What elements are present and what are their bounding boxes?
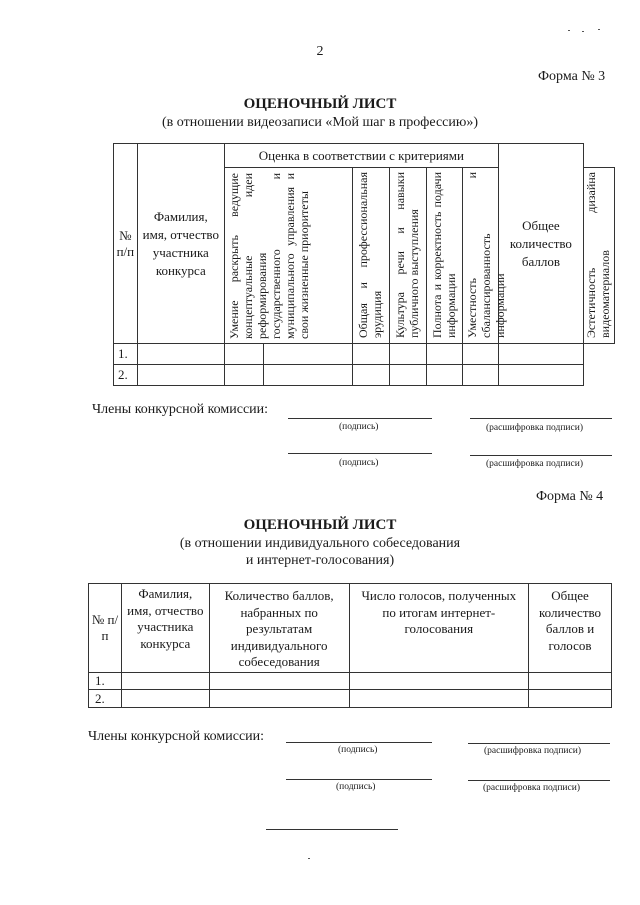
table-row bbox=[114, 344, 615, 365]
form3-subtitle: (в отношении видеозаписи «Мой шаг в профессию») bbox=[162, 115, 478, 130]
col-name-header: Фамилия, имя, отчество участника конкурса bbox=[137, 144, 224, 344]
scan-speck bbox=[582, 31, 584, 32]
form3-commission-label: Члены конкурсной комиссии: bbox=[92, 402, 269, 417]
bottom-rule bbox=[266, 829, 398, 830]
criterion-1: Умение раскрыть ведущие концептуальные идеи реформирования государственного и муниципального управления и свои жизненные приоритеты bbox=[224, 168, 352, 344]
row-number: 1. bbox=[89, 673, 122, 690]
decode-caption: (расшифровка подписи) bbox=[483, 783, 580, 793]
criterion-6: Эстетичность дизайна видеоматериалов bbox=[584, 168, 615, 344]
signature-line bbox=[288, 418, 432, 419]
page-number: 2 bbox=[316, 44, 324, 59]
form3-table bbox=[113, 143, 615, 386]
decode-caption: (расшифровка подписи) bbox=[486, 459, 583, 469]
decode-line bbox=[468, 743, 610, 744]
col-num-header: № п/п bbox=[89, 584, 122, 673]
criterion-2: Общая и профессиональная эрудиция bbox=[353, 168, 390, 344]
row-number: 1. bbox=[114, 344, 138, 365]
table-row bbox=[89, 690, 612, 708]
signature-line bbox=[288, 453, 432, 454]
form4-label: Форма № 4 bbox=[536, 489, 604, 504]
col-votes-header: Число голосов, полученных по итогам интернет-голосования bbox=[349, 584, 528, 673]
col-name-header: Фамилия, имя, отчество участника конкурса bbox=[121, 584, 209, 673]
criteria-header: Оценка в соответствии с критериями bbox=[224, 144, 498, 168]
decode-caption: (расшифровка подписи) bbox=[484, 746, 581, 756]
col-total-header: Общее количество баллов bbox=[498, 144, 583, 344]
criterion-3: Культура речи и навыки публичного выступления bbox=[390, 168, 427, 344]
form4-table bbox=[88, 583, 612, 708]
table-row bbox=[89, 673, 612, 690]
scan-speck bbox=[308, 858, 310, 859]
criterion-4: Полнота и корректность подачи информации bbox=[427, 168, 463, 344]
form4-subtitle-line2: и интернет-голосования) bbox=[245, 553, 395, 568]
decode-line bbox=[468, 780, 610, 781]
col-total-header: Общее количество баллов и голосов bbox=[529, 584, 612, 673]
form4-title: ОЦЕНОЧНЫЙ ЛИСТ bbox=[243, 517, 397, 533]
form4-commission-label: Члены конкурсной комиссии: bbox=[88, 729, 265, 744]
decode-line bbox=[470, 418, 612, 419]
form3-title: ОЦЕНОЧНЫЙ ЛИСТ bbox=[243, 96, 397, 112]
form3-label: Форма № 3 bbox=[538, 69, 606, 84]
form4-subtitle-line1: (в отношении индивидуального собеседования bbox=[179, 536, 461, 551]
signature-line bbox=[286, 779, 432, 780]
signature-caption: (подпись) bbox=[339, 422, 379, 432]
table-row bbox=[114, 365, 615, 386]
signature-line bbox=[286, 742, 432, 743]
scan-speck bbox=[568, 30, 570, 31]
signature-caption: (подпись) bbox=[339, 458, 379, 468]
scan-speck bbox=[598, 29, 600, 30]
criterion-5: Уместность и сбалансированность информации bbox=[463, 168, 499, 344]
decode-caption: (расшифровка подписи) bbox=[486, 423, 583, 433]
row-number: 2. bbox=[114, 365, 138, 386]
col-num-header: № п/п bbox=[114, 144, 138, 344]
row-number: 2. bbox=[89, 690, 122, 708]
decode-line bbox=[470, 455, 612, 456]
signature-caption: (подпись) bbox=[338, 745, 378, 755]
signature-caption: (подпись) bbox=[336, 782, 376, 792]
col-interview-header: Количество баллов, набранных по результатам индивидуального собеседования bbox=[209, 584, 349, 673]
